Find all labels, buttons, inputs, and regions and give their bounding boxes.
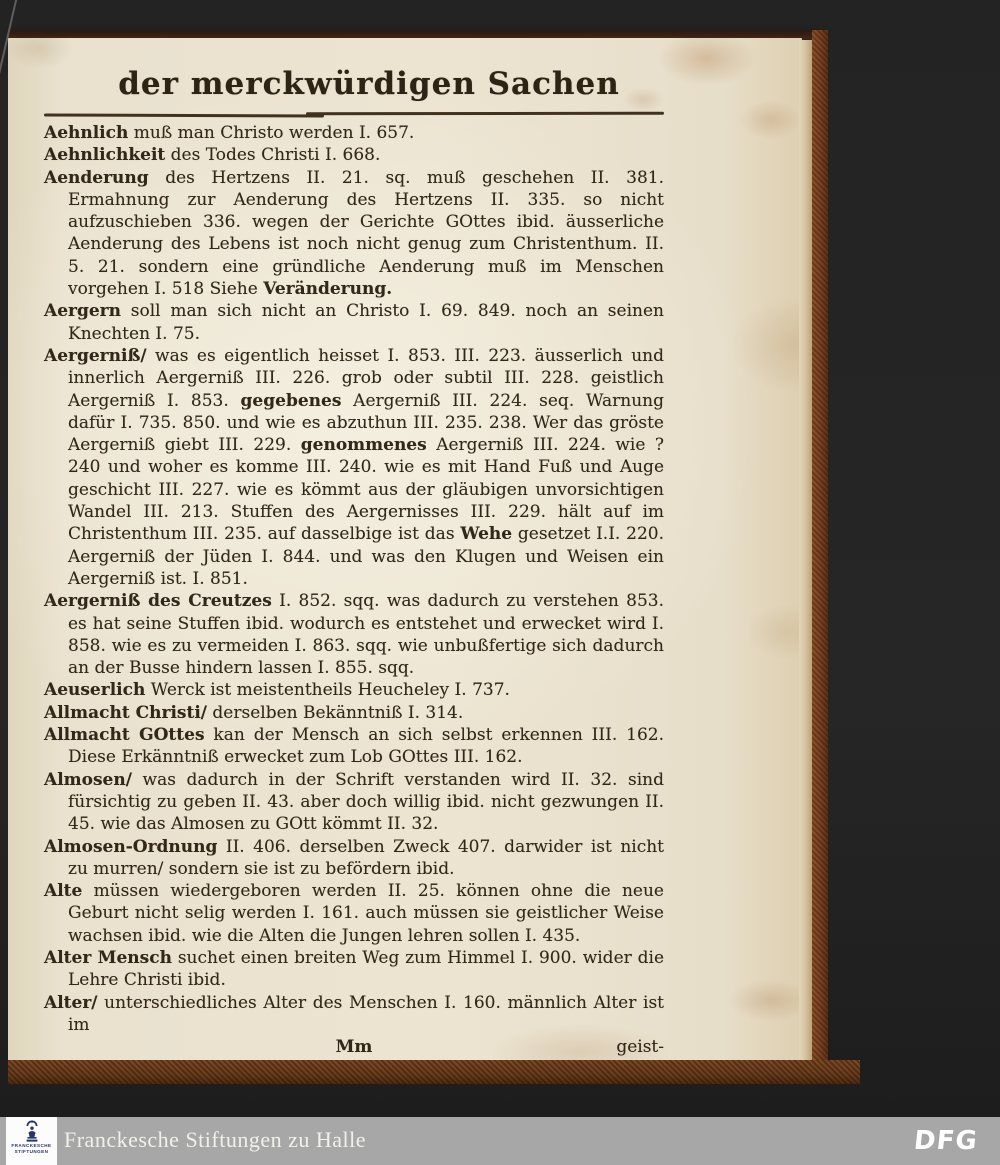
logo-caption-line2: STIFTUNGEN [14, 1148, 49, 1154]
index-entry: Aenderung des Hertzens II. 21. sq. muß geschehen II. 381. Ermahnung zur Aenderung des Hertzens II. 335. so nicht aufzuschieben 336. wegen der Gerichte GOttes ibid. äusserliche Aenderung des Lebens ist noch nicht genug zum Christenthum. II. 5. 21. sondern eine gründliche Aenderung muß im Menschen vorgehen I. 518 Siehe Veränderung. [44, 167, 664, 300]
index-entry: Alte müssen wiedergeboren werden II. 25. können ohne die neue Geburt nicht selig werden I. 161. auch müssen sie geistlicher Weise wachsen ibid. wie die Alten die Jungen lehren sollen I. 435. [44, 881, 664, 946]
index-entries [44, 122, 664, 1036]
index-entry: Aeuserlich Werck ist meistentheils Heucheley I. 737. [44, 680, 510, 701]
index-entry: Aergern soll man sich nicht an Christo I. 69. 849. noch an seinen Knechten I. 75. [44, 301, 664, 344]
index-entry: Aehnlich muß man Christo werden I. 657. [44, 123, 415, 143]
page-fore-edge [799, 40, 813, 1062]
index-entry: Almosen/ was dadurch in der Schrift verstanden wird II. 32. sind fürsichtig zu geben II. 43. aber doch willig ibid. nicht gezwungen II. 45. wie das Almosen zu GOtt kömmt II. 32. [44, 769, 664, 835]
signature-mark: Mm [335, 1037, 373, 1058]
book-cover-edge-bottom [8, 1060, 860, 1084]
book-cover-edge-right [812, 30, 828, 1084]
header-rule-right [306, 112, 664, 116]
signature-line [44, 1036, 664, 1059]
index-text-block [44, 122, 664, 1059]
franckesche-logo [6, 1117, 57, 1165]
index-entry: Almosen-Ordnung II. 406. derselben Zweck 407. darwider ist nicht zu murren/ sondern sie ist zu befördern ibid. [44, 836, 664, 879]
logo-caption-line1: FRANCKESCHE [11, 1143, 52, 1148]
index-entry: Aergerniß des Creutzes I. 852. sqq. was dadurch zu verstehen 853. es hat seine Stuffen ibid. wodurch es entstehet und erwecket wird I. 858. wie es zu vermeiden I. 863. sqq. wie unbußfertige sich dadurch an der Busse hindern lassen I. 855. sqq. [44, 591, 664, 679]
dfg-logo: DFG [912, 1126, 980, 1156]
index-entry: Allmacht Christi/ derselben Bekänntniß I. 314. [44, 702, 464, 723]
index-entry: Aehnlichkeit des Todes Christi I. 668. [44, 145, 381, 166]
index-entry: Allmacht GOttes kan der Mensch an sich selbst erkennen III. 162. Diese Erkänntniß erwecket zum Lob GOttes III. 162. [44, 725, 664, 768]
index-entry: Alter Mensch suchet einen breiten Weg zum Himmel I. 900. wider die Lehre Christi ibid. [44, 947, 665, 991]
catchword: geist- [616, 1037, 664, 1058]
book-page [8, 38, 802, 1062]
footer-institution-label: Franckesche Stiftungen zu Halle [64, 1127, 367, 1152]
header-rule-left [44, 114, 324, 118]
index-entry: Aergerniß/ was es eigentlich heisset I. 853. III. 223. äusserlich und innerlich Aergerniß III. 226. grob oder subtil III. 228. geistlich Aergerniß I. 853. gegebenes Aergerniß III. 224. seq. Warnung dafür I. 735. 850. und wie es abzuthun III. 235. 238. Wer das gröste Aergerniß giebt III. 229. genommenes Aergerniß III. 224. wie ? 240 und woher es komme III. 240. wie es mit Hand Fuß und Auge geschicht III. 227. wie es kömmt aus der gläubigen unvorsichtigen Wandel III. 213. Stuffen des Aergernisses III. 229. hält auf im Christenthum III. 235. auf dasselbige ist das Wehe gesetzet I.I. 220. Aergerniß der Jüden I. 844. und was den Klugen und Weisen ein Aergerniß ist. I. 851. [44, 345, 665, 589]
index-entry: Alter/ unterschiedliches Alter des Menschen I. 160. männlich Alter ist im [44, 992, 664, 1035]
franckesche-logo-icon [22, 1120, 42, 1142]
footer-bar [0, 1117, 1000, 1165]
index-heading: der merckwürdigen Sachen [118, 66, 620, 102]
